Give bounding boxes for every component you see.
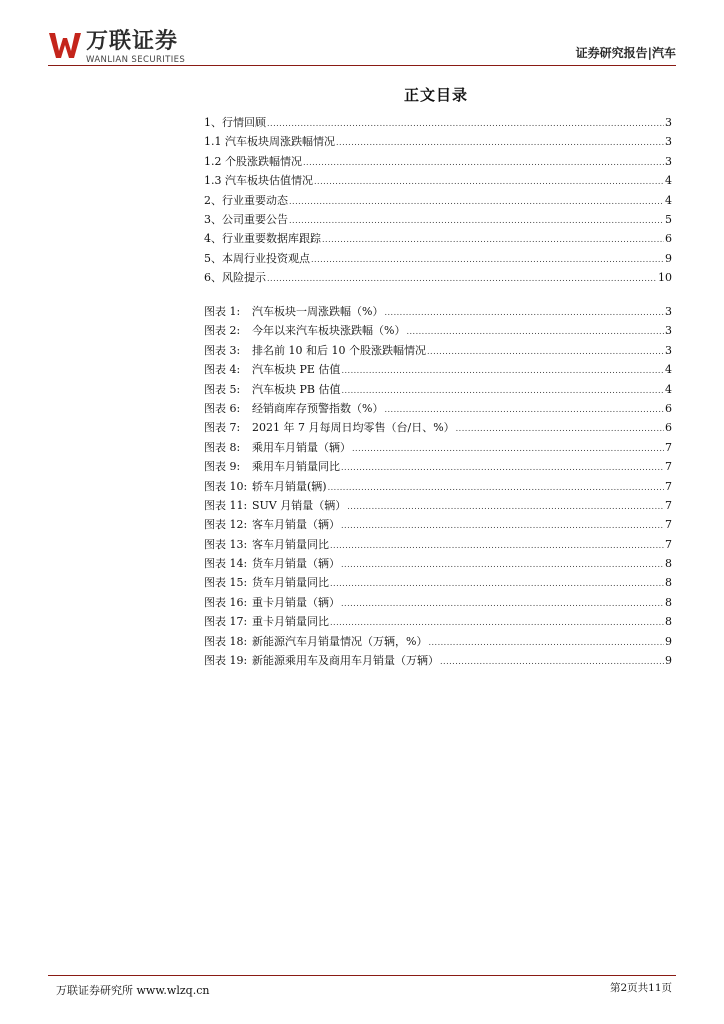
figure-number: 图表 5: bbox=[204, 382, 241, 396]
toc-entry[interactable] bbox=[204, 171, 672, 190]
figure-title: 今年以来汽车板块涨跌幅（%） bbox=[252, 324, 406, 338]
toc-title: 正文目录 bbox=[403, 86, 468, 104]
toc-entry-page: 4 bbox=[665, 193, 672, 207]
figure-entry[interactable] bbox=[204, 341, 672, 360]
figure-number: 图表 16: bbox=[204, 595, 248, 609]
dot-leader bbox=[336, 132, 664, 152]
dot-leader bbox=[267, 268, 657, 288]
toc-entry[interactable] bbox=[204, 210, 672, 229]
page-number: 第2页共11页 bbox=[609, 982, 672, 994]
logo-chinese-name: 万联证券 bbox=[86, 29, 179, 54]
toc-entry[interactable] bbox=[204, 268, 672, 287]
figure-number: 图表 4: bbox=[204, 363, 241, 377]
toc-entry[interactable] bbox=[204, 132, 672, 151]
figure-number: 图表 6: bbox=[204, 401, 241, 415]
toc-entry-label: 2、行业重要动态 bbox=[204, 193, 288, 207]
figure-page: 3 bbox=[665, 305, 672, 318]
dot-leader bbox=[267, 113, 664, 133]
footer-divider bbox=[48, 975, 676, 976]
toc-entry-label: 1.3 汽车板块估值情况 bbox=[204, 174, 313, 188]
toc-entry-label: 1、行情回顾 bbox=[204, 116, 266, 129]
dot-leader bbox=[406, 321, 664, 341]
figure-number: 图表 13: bbox=[204, 537, 248, 551]
figure-entry[interactable] bbox=[204, 651, 672, 670]
dot-leader bbox=[384, 399, 664, 419]
figure-entry[interactable] bbox=[204, 535, 672, 554]
figure-number: 图表 19: bbox=[204, 654, 248, 668]
figure-page: 6 bbox=[665, 421, 672, 435]
dot-leader bbox=[341, 515, 664, 535]
toc-entry-page: 3 bbox=[665, 154, 672, 168]
dot-leader bbox=[384, 302, 664, 322]
figure-contents bbox=[204, 302, 672, 670]
figure-title: 重卡月销量同比 bbox=[252, 615, 329, 629]
figure-number: 图表 10: bbox=[204, 479, 248, 493]
figure-page: 7 bbox=[665, 460, 672, 474]
figure-number: 图表 8: bbox=[204, 440, 241, 454]
figure-title: 汽车板块 PB 估值 bbox=[252, 382, 341, 396]
toc-entry-page: 3 bbox=[665, 135, 672, 149]
page-header bbox=[48, 26, 676, 66]
toc-entry-page: 5 bbox=[665, 212, 672, 226]
figure-entry[interactable] bbox=[204, 360, 672, 379]
figure-page: 9 bbox=[665, 654, 672, 668]
figure-page: 6 bbox=[665, 401, 672, 415]
figure-number: 图表 11: bbox=[204, 498, 248, 512]
wanlian-logo-icon bbox=[48, 30, 82, 60]
figure-entry[interactable] bbox=[204, 496, 672, 515]
dot-leader bbox=[330, 573, 664, 593]
company-logo bbox=[48, 30, 248, 66]
figure-entry[interactable] bbox=[204, 554, 672, 573]
figure-entry[interactable] bbox=[204, 477, 672, 496]
figure-number: 图表 14: bbox=[204, 557, 248, 571]
figure-entry[interactable] bbox=[204, 399, 672, 418]
dot-leader bbox=[303, 152, 664, 172]
dot-leader bbox=[352, 438, 664, 458]
toc-entry-page: 6 bbox=[665, 232, 672, 246]
figure-title: 重卡月销量（辆） bbox=[252, 595, 340, 609]
figure-page: 3 bbox=[665, 324, 672, 338]
figure-title: 新能源乘用车及商用车月销量（万辆） bbox=[252, 654, 439, 668]
figure-title: 2021 年 7 月每周日均零售（台/日、%） bbox=[252, 421, 455, 435]
section-contents bbox=[204, 113, 672, 288]
figure-entry[interactable] bbox=[204, 612, 672, 631]
toc-entry-page: 9 bbox=[665, 251, 672, 265]
toc-entry-page: 10 bbox=[658, 271, 672, 285]
figure-entry[interactable] bbox=[204, 593, 672, 612]
toc-entry-label: 4、行业重要数据库跟踪 bbox=[204, 232, 321, 246]
report-category: 证券研究报告|汽车 bbox=[575, 46, 676, 60]
figure-page: 7 bbox=[665, 518, 672, 532]
figure-page: 9 bbox=[665, 634, 672, 648]
toc-entry-label: 1.1 汽车板块周涨跌幅情况 bbox=[204, 135, 335, 149]
dot-leader bbox=[330, 612, 664, 632]
header-divider bbox=[48, 65, 676, 66]
dot-leader bbox=[322, 229, 664, 249]
figure-number: 图表 9: bbox=[204, 460, 241, 474]
figure-entry[interactable] bbox=[204, 457, 672, 476]
toc-entry[interactable] bbox=[204, 229, 672, 248]
figure-number: 图表 2: bbox=[204, 324, 241, 338]
dot-leader bbox=[289, 210, 664, 230]
figure-page: 8 bbox=[665, 595, 672, 609]
figure-title: 汽车板块一周涨跌幅（%） bbox=[252, 305, 384, 318]
logo-english-name: WANLIAN SECURITIES bbox=[86, 55, 186, 65]
footer-source: 万联证券研究所 www.wlzq.cn bbox=[56, 984, 210, 997]
toc-entry[interactable] bbox=[204, 191, 672, 210]
dot-leader bbox=[341, 554, 664, 574]
toc-entry-label: 3、公司重要公告 bbox=[204, 212, 288, 226]
figure-number: 图表 7: bbox=[204, 421, 241, 435]
figure-number: 图表 12: bbox=[204, 518, 248, 532]
figure-entry[interactable] bbox=[204, 302, 672, 321]
figure-entry[interactable] bbox=[204, 515, 672, 534]
dot-leader bbox=[328, 477, 664, 497]
dot-leader bbox=[341, 593, 664, 613]
toc-entry-page: 3 bbox=[665, 116, 672, 129]
figure-title: 新能源汽车月销量情况（万辆，%） bbox=[252, 634, 428, 648]
toc-entry-label: 1.2 个股涨跌幅情况 bbox=[204, 154, 302, 168]
dot-leader bbox=[289, 191, 664, 211]
toc-entry-label: 5、本周行业投资观点 bbox=[204, 251, 310, 265]
figure-number: 图表 18: bbox=[204, 634, 248, 648]
toc-entry-label: 6、风险提示 bbox=[204, 271, 266, 285]
figure-title: 轿车月销量(辆) bbox=[252, 479, 327, 493]
toc-entry[interactable] bbox=[204, 113, 672, 132]
figure-title: 货车月销量（辆） bbox=[252, 557, 340, 571]
figure-title: 客车月销量同比 bbox=[252, 537, 329, 551]
figure-title: 排名前 10 和后 10 个股涨跌幅情况 bbox=[252, 343, 426, 357]
figure-page: 7 bbox=[665, 440, 672, 454]
dot-leader bbox=[341, 457, 664, 477]
figure-title: 汽车板块 PE 估值 bbox=[252, 363, 341, 377]
figure-entry[interactable] bbox=[204, 632, 672, 651]
figure-entry[interactable] bbox=[204, 380, 672, 399]
figure-entry[interactable] bbox=[204, 438, 672, 457]
figure-entry[interactable] bbox=[204, 321, 672, 340]
dot-leader bbox=[428, 632, 664, 652]
figure-page: 8 bbox=[665, 576, 672, 590]
figure-page: 7 bbox=[665, 537, 672, 551]
figure-number: 图表 1: bbox=[204, 305, 241, 318]
figure-title: 货车月销量同比 bbox=[252, 576, 329, 590]
figure-page: 8 bbox=[665, 557, 672, 571]
figure-entry[interactable] bbox=[204, 418, 672, 437]
figure-number: 图表 3: bbox=[204, 343, 241, 357]
figure-page: 4 bbox=[665, 363, 672, 377]
figure-page: 7 bbox=[665, 479, 672, 493]
figure-title: SUV 月销量（辆） bbox=[252, 498, 347, 512]
dot-leader bbox=[330, 535, 664, 555]
figure-page: 3 bbox=[665, 343, 672, 357]
toc-entry-page: 4 bbox=[665, 174, 672, 188]
dot-leader bbox=[314, 171, 664, 191]
figure-number: 图表 17: bbox=[204, 615, 248, 629]
toc-entry[interactable] bbox=[204, 249, 672, 268]
dot-leader bbox=[427, 341, 664, 361]
figure-page: 4 bbox=[665, 382, 672, 396]
figure-number: 图表 15: bbox=[204, 576, 248, 590]
dot-leader bbox=[456, 418, 664, 438]
figure-title: 客车月销量（辆） bbox=[252, 518, 340, 532]
figure-title: 乘用车月销量同比 bbox=[252, 460, 340, 474]
dot-leader bbox=[440, 651, 664, 671]
toc-entry[interactable] bbox=[204, 152, 672, 171]
dot-leader bbox=[347, 496, 664, 516]
figure-entry[interactable] bbox=[204, 573, 672, 592]
dot-leader bbox=[341, 360, 664, 380]
dot-leader bbox=[311, 249, 664, 269]
figure-title: 经销商库存预警指数（%） bbox=[252, 401, 384, 415]
figure-page: 8 bbox=[665, 615, 672, 629]
dot-leader bbox=[341, 380, 664, 400]
figure-page: 7 bbox=[665, 498, 672, 512]
figure-title: 乘用车月销量（辆） bbox=[252, 440, 351, 454]
